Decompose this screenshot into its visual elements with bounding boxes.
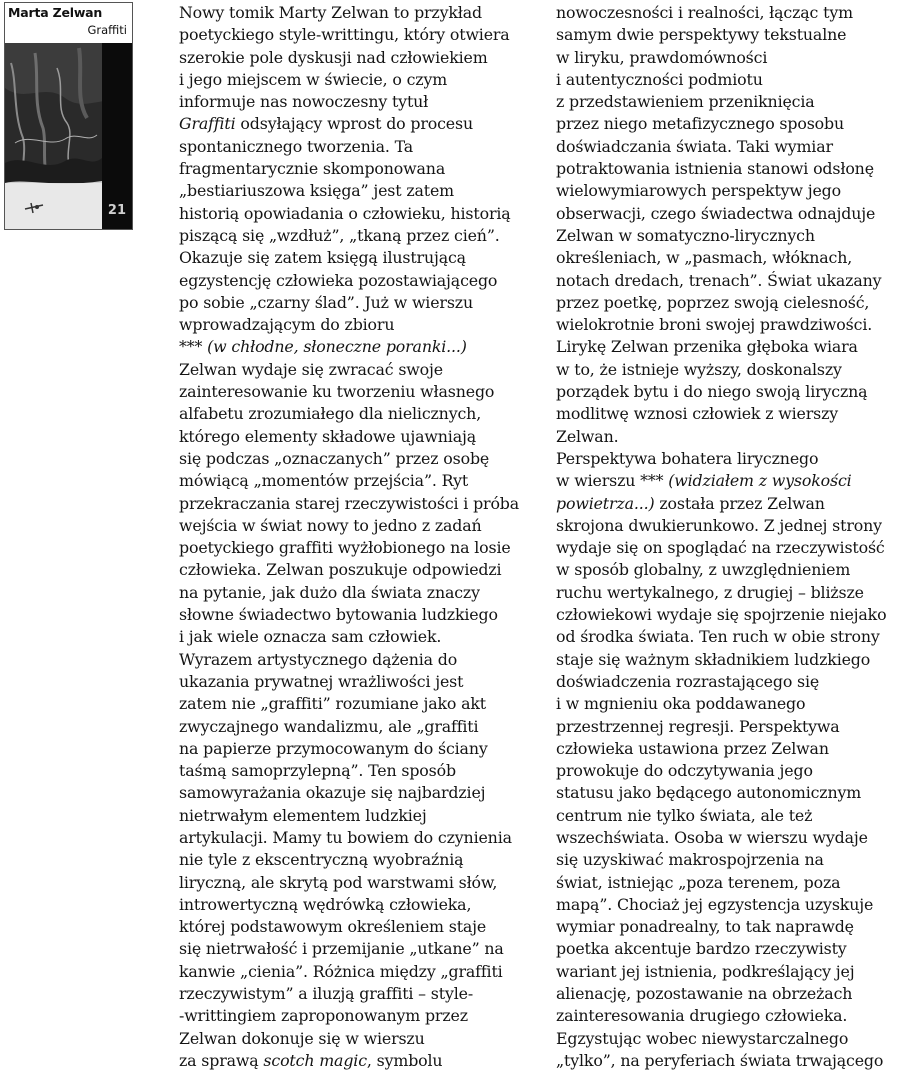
- text-segment: Perspektywa bohatera lirycznego: [556, 448, 819, 468]
- text-segment: zainteresowanie ku tworzeniu własnego: [179, 382, 495, 402]
- text-line: [179, 1028, 519, 1050]
- text-line: [556, 470, 896, 492]
- text-segment: -writtingiem zaproponowanym przez: [179, 1006, 468, 1026]
- text-line: [556, 961, 896, 983]
- text-line: [179, 359, 519, 381]
- text-segment: została przez Zelwan: [654, 493, 825, 513]
- text-line: [179, 136, 519, 158]
- text-line: [556, 760, 896, 782]
- text-segment: wariant jej istnienia, podkreślający jej: [556, 961, 855, 981]
- text-segment: wydaje się on spoglądać na rzeczywistość: [556, 538, 885, 558]
- text-segment: przestrzennej regresji. Perspektywa: [556, 716, 840, 736]
- text-segment: Lirykę Zelwan przenika głęboka wiara: [556, 337, 858, 357]
- text-segment: w wierszu: [556, 471, 641, 491]
- text-line: [179, 270, 519, 292]
- text-segment: Egzystując wobec niewystarczalnego: [556, 1028, 849, 1048]
- book-cover: [4, 2, 133, 230]
- text-line: [556, 649, 896, 671]
- text-line: [179, 515, 519, 537]
- text-segment: poetka akcentuje bardzo rzeczywisty: [556, 939, 847, 959]
- text-segment: w to, że istnieje wyższy, doskonalszy: [556, 359, 842, 379]
- text-segment: zatem nie „graffiti” rozumiane jako akt: [179, 694, 487, 714]
- text-segment: centrum nie tylko świata, ale też: [556, 805, 813, 825]
- text-segment: wszechświata. Osoba w wierszu wydaje: [556, 827, 868, 847]
- text-line: [556, 782, 896, 804]
- text-segment: wejścia w świat nowy to jedno z zadań: [179, 515, 482, 535]
- text-segment: się uzyskiwać makrospojrzenia na: [556, 850, 824, 870]
- text-segment: fragmentarycznie skomponowana: [179, 159, 446, 179]
- text-segment: za sprawą: [179, 1050, 264, 1070]
- text-segment: rzeczywistym” a iluzją graffiti – style-: [179, 984, 474, 1004]
- italic-title-segment: scotch magic: [263, 1050, 367, 1070]
- cover-title: Graffiti: [87, 23, 127, 37]
- text-line: [556, 247, 896, 269]
- text-segment: przekraczania starej rzeczywistości i próba: [179, 493, 520, 513]
- text-line: [556, 1028, 896, 1050]
- text-line: [556, 136, 896, 158]
- text-line: [556, 225, 896, 247]
- text-line: [556, 559, 896, 581]
- text-line: [179, 180, 519, 202]
- text-segment: staje się ważnym składnikiem ludzkiego: [556, 649, 871, 669]
- publisher-logo-icon: [23, 199, 45, 215]
- text-line: [556, 604, 896, 626]
- text-line: [179, 314, 519, 336]
- text-line: [556, 537, 896, 559]
- text-segment: alienację, pozostawanie na obrzeżach: [556, 984, 853, 1004]
- text-segment: zainteresowania drugiego człowieka.: [556, 1006, 848, 1026]
- text-segment: prowokuje do odczytywania jego: [556, 761, 813, 781]
- text-segment: człowieka. Zelwan poszukuje odpowiedzi: [179, 560, 502, 580]
- text-segment: modlitwę wznosi człowiek z wierszy: [556, 404, 839, 424]
- italic-title-segment: *** (widziałem z wysokości: [640, 471, 852, 491]
- text-segment: i jego miejscem w świecie, o czym: [179, 69, 448, 89]
- text-segment: którego elementy składowe ujawniają: [179, 426, 476, 446]
- text-segment: notach dredach, trenach”. Świat ukazany: [556, 270, 882, 290]
- text-line: [556, 426, 896, 448]
- text-line: [179, 938, 519, 960]
- cover-series-number: 21: [107, 203, 126, 218]
- text-segment: introwertyczną wędrówką człowieka,: [179, 894, 472, 914]
- text-segment: Wyrazem artystycznego dążenia do: [179, 649, 458, 669]
- text-line: [179, 2, 519, 24]
- text-segment: kanwie „cienia”. Różnica między „graffiti: [179, 961, 503, 981]
- text-line: [556, 292, 896, 314]
- text-line: [556, 24, 896, 46]
- text-line: [556, 938, 896, 960]
- text-line: [556, 314, 896, 336]
- text-segment: na pytanie, jak dużo dla świata znaczy: [179, 582, 480, 602]
- text-line: [179, 470, 519, 492]
- text-segment: Zelwan.: [556, 426, 619, 446]
- text-line: [556, 916, 896, 938]
- text-line: [556, 671, 896, 693]
- text-segment: doświadczenia rozrastającego się: [556, 671, 820, 691]
- text-segment: potraktowania istnienia stanowi odsłonę: [556, 159, 874, 179]
- text-segment: taśmą samoprzylepną”. Ten sposób: [179, 761, 456, 781]
- text-line: [179, 827, 519, 849]
- text-line: [556, 693, 896, 715]
- text-line: [179, 247, 519, 269]
- text-line: [179, 24, 519, 46]
- text-segment: się podczas „oznaczanych” przez osobę: [179, 448, 490, 468]
- text-column-right: [556, 2, 896, 1072]
- text-segment: piszącą się „wzdłuż”, „tkaną przez cień”.: [179, 225, 500, 245]
- text-segment: nowoczesności i realności, łącząc tym: [556, 3, 853, 22]
- text-line: [179, 448, 519, 470]
- text-line: [556, 872, 896, 894]
- text-line: [556, 493, 896, 515]
- text-line: [179, 1050, 519, 1072]
- text-segment: poetyckiego graffiti wyżłobionego na losie: [179, 538, 511, 558]
- text-line: [556, 91, 896, 113]
- text-line: [556, 894, 896, 916]
- text-line: [556, 381, 896, 403]
- text-line: [179, 113, 519, 135]
- text-line: [179, 805, 519, 827]
- text-line: [179, 604, 519, 626]
- text-line: [179, 649, 519, 671]
- text-segment: mapą”. Chociaż jej egzystencja uzyskuje: [556, 894, 874, 914]
- text-line: [556, 113, 896, 135]
- text-segment: historią opowiadania o człowieku, historią: [179, 203, 511, 223]
- text-line: [556, 626, 896, 648]
- text-segment: statusu jako będącego autonomicznym: [556, 783, 862, 803]
- text-segment: w sposób globalny, z uwzględnieniem: [556, 560, 851, 580]
- text-segment: samym dwie perspektywy tekstualne: [556, 25, 847, 45]
- text-line: [556, 403, 896, 425]
- text-segment: szerokie pole dyskusji nad człowiekiem: [179, 47, 488, 67]
- text-line: [556, 849, 896, 871]
- text-line: [179, 983, 519, 1005]
- cover-author: Marta Zelwan: [8, 5, 103, 20]
- text-line: [179, 403, 519, 425]
- text-line: [179, 225, 519, 247]
- text-line: [179, 493, 519, 515]
- text-column-left: [179, 2, 519, 1072]
- text-line: [179, 716, 519, 738]
- text-line: [179, 203, 519, 225]
- text-segment: po sobie „czarny ślad”. Już w wierszu: [179, 292, 473, 312]
- text-line: [556, 359, 896, 381]
- text-line: [179, 738, 519, 760]
- text-segment: przez niego metafizycznego sposobu: [556, 114, 845, 134]
- text-line: [556, 270, 896, 292]
- text-line: [556, 180, 896, 202]
- text-segment: artykulacji. Mamy tu bowiem do czynienia: [179, 827, 512, 847]
- text-segment: Nowy tomik Marty Zelwan to przykład: [179, 3, 482, 22]
- text-segment: nie tyle z ekscentryczną wyobraźnią: [179, 850, 464, 870]
- text-segment: porządek bytu i do niego swoją liryczną: [556, 382, 868, 402]
- text-segment: obserwacji, czego świadectwa odnajduje: [556, 203, 876, 223]
- italic-title-segment: powietrza...): [556, 493, 655, 513]
- text-line: [556, 582, 896, 604]
- text-segment: ruchu wertykalnego, z drugiej – bliższe: [556, 582, 864, 602]
- italic-title-segment: Graffiti: [179, 114, 236, 134]
- text-segment: informuje nas nowoczesny tytuł: [179, 92, 429, 112]
- text-segment: odsyłający wprost do procesu: [235, 114, 473, 134]
- text-segment: liryczną, ale skrytą pod warstwami słów,: [179, 872, 498, 892]
- text-segment: alfabetu zrozumiałego dla nielicznych,: [179, 404, 482, 424]
- text-segment: wymiar ponadrealny, to tak naprawdę: [556, 917, 854, 937]
- text-line: [556, 515, 896, 537]
- italic-title-segment: *** (w chłodne, słoneczne poranki...): [179, 337, 467, 357]
- cover-spine: [102, 43, 132, 229]
- text-segment: egzystencję człowieka pozostawiającego: [179, 270, 498, 290]
- text-line: [179, 158, 519, 180]
- text-segment: poetyckiego style-writtingu, który otwiera: [179, 25, 510, 45]
- text-segment: wprowadzającym do zbioru: [179, 315, 395, 335]
- text-line: [556, 203, 896, 225]
- text-line: [179, 292, 519, 314]
- text-segment: określeniach, w „pasmach, włóknach,: [556, 248, 853, 268]
- text-line: [179, 671, 519, 693]
- text-segment: Zelwan dokonuje się w wierszu: [179, 1028, 425, 1048]
- text-line: [179, 336, 519, 358]
- text-line: [179, 961, 519, 983]
- text-segment: przez poetkę, poprzez swoją cielesność,: [556, 292, 870, 312]
- text-line: [179, 537, 519, 559]
- text-segment: nietrwałym elementem ludzkiej: [179, 805, 427, 825]
- text-segment: spontanicznego tworzenia. Ta: [179, 136, 414, 156]
- text-segment: na papierze przymocowanym do ściany: [179, 738, 488, 758]
- text-line: [179, 693, 519, 715]
- text-segment: samowyrażania okazuje się najbardziej: [179, 783, 486, 803]
- text-line: [556, 1050, 896, 1072]
- text-segment: Okazuje się zatem księgą ilustrującą: [179, 248, 466, 268]
- text-segment: wielokrotnie broni swojej prawdziwości.: [556, 315, 873, 335]
- text-line: [556, 716, 896, 738]
- text-line: [556, 738, 896, 760]
- text-segment: zwyczajnego wandalizmu, ale „graffiti: [179, 716, 479, 736]
- text-line: [556, 47, 896, 69]
- text-line: [179, 426, 519, 448]
- text-segment: i jak wiele oznacza sam człowiek.: [179, 627, 442, 647]
- text-line: [556, 827, 896, 849]
- text-segment: się nietrwałość i przemijanie „utkane” na: [179, 939, 504, 959]
- text-segment: i w mgnieniu oka poddawanego: [556, 694, 806, 714]
- text-line: [179, 894, 519, 916]
- text-line: [556, 1005, 896, 1027]
- text-line: [179, 626, 519, 648]
- text-segment: od środka świata. Ten ruch w obie strony: [556, 627, 880, 647]
- text-line: [556, 336, 896, 358]
- text-line: [556, 158, 896, 180]
- text-segment: słowne świadectwo bytowania ludzkiego: [179, 605, 498, 625]
- text-line: [179, 91, 519, 113]
- text-segment: człowieka ustawiona przez Zelwan: [556, 738, 829, 758]
- text-line: [179, 872, 519, 894]
- text-line: [556, 983, 896, 1005]
- text-segment: „tylko”, na peryferiach świata trwającego: [556, 1050, 884, 1070]
- text-line: [179, 760, 519, 782]
- text-line: [556, 448, 896, 470]
- text-line: [556, 805, 896, 827]
- text-segment: , symbolu: [366, 1050, 443, 1070]
- text-segment: Zelwan wydaje się zwracać swoje: [179, 359, 443, 379]
- text-line: [179, 69, 519, 91]
- text-segment: mówiącą „momentów przejścia”. Ryt: [179, 471, 469, 491]
- text-line: [179, 559, 519, 581]
- text-segment: Zelwan w somatyczno-lirycznych: [556, 225, 815, 245]
- text-segment: ukazania prywatnej wrażliwości jest: [179, 671, 464, 691]
- text-line: [179, 782, 519, 804]
- text-line: [179, 849, 519, 871]
- cover-header: [5, 3, 132, 44]
- text-line: [179, 47, 519, 69]
- text-line: [179, 582, 519, 604]
- text-segment: skrojona dwukierunkowo. Z jednej strony: [556, 515, 882, 535]
- text-line: [556, 69, 896, 91]
- text-segment: doświadczania świata. Taki wymiar: [556, 136, 833, 156]
- text-segment: której podstawowym określeniem staje: [179, 917, 487, 937]
- text-segment: z przedstawieniem przeniknięcia: [556, 92, 815, 112]
- text-segment: w liryku, prawdomówności: [556, 47, 768, 67]
- text-line: [179, 1005, 519, 1027]
- text-segment: „bestiariuszowa księga” jest zatem: [179, 181, 454, 201]
- text-segment: człowiekowi wydaje się spojrzenie niejako: [556, 605, 887, 625]
- text-line: [556, 2, 896, 24]
- text-segment: wielowymiarowych perspektyw jego: [556, 181, 841, 201]
- text-segment: i autentyczności podmiotu: [556, 69, 763, 89]
- text-line: [179, 381, 519, 403]
- text-segment: świat, istniejąc „poza terenem, poza: [556, 872, 841, 892]
- text-line: [179, 916, 519, 938]
